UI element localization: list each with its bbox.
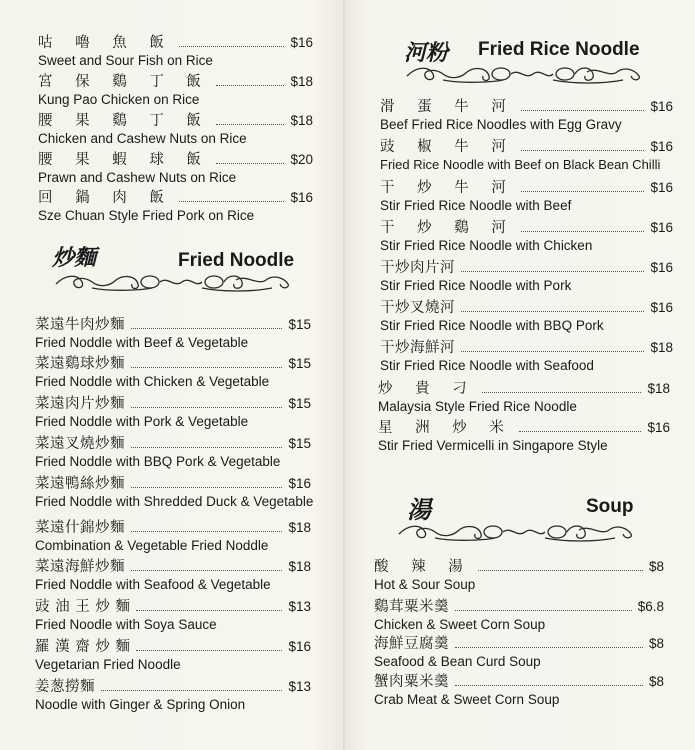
item-en: Fried Noodle with Soya Sauce xyxy=(35,617,217,632)
item-price: $8 xyxy=(648,559,664,574)
item-price: $16 xyxy=(650,139,673,154)
item-cn: 炒 貴 刁 xyxy=(378,381,476,397)
leader-dots xyxy=(482,392,642,393)
item-cn: 鷄茸粟米羹 xyxy=(374,599,449,615)
menu-item xyxy=(374,555,664,592)
item-cn: 菜遠鷄球炒麵 xyxy=(35,356,125,372)
item-cn: 蟹肉粟米羹 xyxy=(374,674,449,690)
leader-dots xyxy=(131,407,282,408)
item-price: $16 xyxy=(650,99,673,114)
menu-item xyxy=(380,336,673,373)
item-en: Vegetarian Fried Noodle xyxy=(35,657,181,672)
menu-item xyxy=(374,632,664,669)
menu-item xyxy=(380,95,673,132)
page-fold xyxy=(343,0,347,750)
leader-dots xyxy=(131,531,282,532)
item-price: $15 xyxy=(288,396,311,411)
item-en: Malaysia Style Fried Rice Noodle xyxy=(378,399,577,414)
item-cn: 咕 嚕 魚 飯 xyxy=(38,35,173,51)
menu-item xyxy=(380,216,673,253)
item-en: Fried Noddle with BBQ Pork & Vegetable xyxy=(35,454,281,469)
leader-dots xyxy=(521,231,645,232)
menu-item xyxy=(38,70,313,107)
menu-item xyxy=(35,675,311,712)
item-price: $18 xyxy=(288,520,311,535)
item-cn: 海鮮豆腐羹 xyxy=(374,636,449,652)
item-price: $18 xyxy=(288,559,311,574)
leader-dots xyxy=(131,487,282,488)
item-cn: 滑 蛋 牛 河 xyxy=(380,99,515,115)
leader-dots xyxy=(521,191,645,192)
leader-dots xyxy=(216,85,285,86)
leader-dots xyxy=(131,447,282,448)
item-price: $15 xyxy=(288,317,311,332)
item-en: Hot & Sour Soup xyxy=(374,577,476,592)
flourish-ornament xyxy=(395,520,643,544)
menu-item xyxy=(35,516,311,553)
flourish-ornament xyxy=(52,270,300,294)
item-cn: 菜遠叉燒炒麵 xyxy=(35,436,125,452)
item-cn: 干炒肉片河 xyxy=(380,260,455,276)
leader-dots xyxy=(216,163,285,164)
soup-title-cn: 湯 xyxy=(407,495,431,524)
item-en: Stir Fried Rice Noodle with Pork xyxy=(380,278,572,293)
item-en: Fried Rice Noodle with Beef on Black Bean Chilli xyxy=(380,157,661,172)
leader-dots xyxy=(216,124,285,125)
menu-item xyxy=(38,148,313,185)
item-en: Combination & Vegetable Fried Noddle xyxy=(35,538,269,553)
item-price: $16 xyxy=(288,639,311,654)
item-cn: 干 炒 牛 河 xyxy=(380,180,515,196)
leader-dots xyxy=(455,647,643,648)
item-price: $16 xyxy=(650,300,673,315)
item-price: $16 xyxy=(650,180,673,195)
item-en: Stir Fried Rice Noodle with Seafood xyxy=(380,358,594,373)
menu-item xyxy=(35,555,311,592)
item-cn: 腰 果 蝦 球 飯 xyxy=(38,152,210,168)
leader-dots xyxy=(519,431,642,432)
item-cn: 宮 保 鷄 丁 飯 xyxy=(38,74,210,90)
fried-noodle-title-en: Fried Noodle xyxy=(178,250,295,271)
item-cn: 酸 辣 湯 xyxy=(374,559,472,575)
item-en: Fried Noddle with Beef & Vegetable xyxy=(35,335,249,350)
item-price: $18 xyxy=(290,74,313,89)
menu-item xyxy=(38,186,313,223)
item-cn: 菜遠鴨絲炒麵 xyxy=(35,476,125,492)
item-en: Stir Fried Rice Noodle with Chicken xyxy=(380,238,593,253)
item-price: $13 xyxy=(288,679,311,694)
item-price: $15 xyxy=(288,356,311,371)
item-cn: 羅 漢 齋 炒 麵 xyxy=(35,639,131,655)
item-cn: 菜遠肉片炒麵 xyxy=(35,396,125,412)
menu-item xyxy=(35,635,311,672)
leader-dots xyxy=(131,570,282,571)
item-en: Fried Noddle with Pork & Vegetable xyxy=(35,414,249,429)
item-price: $16 xyxy=(290,190,313,205)
item-price: $16 xyxy=(290,35,313,50)
menu-item xyxy=(35,595,311,632)
menu-item xyxy=(35,472,314,509)
item-cn: 菜遠海鮮炒麵 xyxy=(35,559,125,575)
item-price: $18 xyxy=(290,113,313,128)
item-price: $18 xyxy=(650,340,673,355)
item-cn: 星 洲 炒 米 xyxy=(378,420,513,436)
leader-dots xyxy=(101,690,282,691)
item-cn: 豉 椒 牛 河 xyxy=(380,139,515,155)
item-en: Stir Fried Rice Noodle with Beef xyxy=(380,198,572,213)
item-en: Noodle with Ginger & Spring Onion xyxy=(35,697,246,712)
fried-rice-noodle-title-en: Fried Rice Noodle xyxy=(478,39,640,60)
leader-dots xyxy=(131,328,282,329)
item-en: Seafood & Bean Curd Soup xyxy=(374,654,541,669)
item-en: Stir Fried Vermicelli in Singapore Style xyxy=(378,438,608,453)
leader-dots xyxy=(521,150,645,151)
item-cn: 菜遠什錦炒麵 xyxy=(35,520,125,536)
flourish-ornament xyxy=(403,62,651,86)
item-en: Beef Fried Rice Noodles with Egg Gravy xyxy=(380,117,622,132)
item-price: $13 xyxy=(288,599,311,614)
soup-title-en: Soup xyxy=(586,496,634,517)
item-en: Chicken & Sweet Corn Soup xyxy=(374,617,546,632)
item-cn: 豉 油 王 炒 麵 xyxy=(35,599,131,615)
leader-dots xyxy=(179,46,285,47)
item-cn: 姜葱撈麵 xyxy=(35,679,95,695)
leader-dots xyxy=(521,110,645,111)
item-price: $20 xyxy=(290,152,313,167)
item-en: Fried Noddle with Shredded Duck & Vegetable xyxy=(35,494,314,509)
menu-item xyxy=(38,109,313,146)
menu-item xyxy=(374,595,664,632)
leader-dots xyxy=(455,610,632,611)
item-price: $16 xyxy=(650,220,673,235)
leader-dots xyxy=(478,570,643,571)
item-price: $16 xyxy=(647,420,670,435)
item-en: Sweet and Sour Fish on Rice xyxy=(38,53,213,68)
item-en: Kung Pao Chicken on Rice xyxy=(38,92,200,107)
fried-noodle-title-cn: 炒麵 xyxy=(52,245,97,271)
item-en: Chicken and Cashew Nuts on Rice xyxy=(38,131,247,146)
leader-dots xyxy=(131,367,282,368)
menu-item xyxy=(380,135,673,172)
menu-item xyxy=(35,352,311,389)
fried-rice-noodle-title-cn: 河粉 xyxy=(404,40,449,66)
item-en: Stir Fried Rice Noodle with BBQ Pork xyxy=(380,318,604,333)
item-en: Fried Noddle with Chicken & Vegetable xyxy=(35,374,270,389)
item-price: $6.8 xyxy=(637,599,664,614)
item-en: Sze Chuan Style Fried Pork on Rice xyxy=(38,208,255,223)
item-cn: 干炒叉燒河 xyxy=(380,300,455,316)
item-cn: 腰 果 鷄 丁 飯 xyxy=(38,113,210,129)
leader-dots xyxy=(455,685,643,686)
leader-dots xyxy=(461,271,644,272)
menu-item xyxy=(378,377,670,414)
item-cn: 回 鍋 肉 飯 xyxy=(38,190,173,206)
menu-item xyxy=(380,296,673,333)
menu-item xyxy=(35,392,311,429)
menu-item xyxy=(35,432,311,469)
item-price: $8 xyxy=(648,674,664,689)
leader-dots xyxy=(179,201,285,202)
leader-dots xyxy=(461,351,644,352)
item-en: Crab Meat & Sweet Corn Soup xyxy=(374,692,560,707)
menu-item xyxy=(378,416,670,453)
item-cn: 干炒海鮮河 xyxy=(380,340,455,356)
menu-item xyxy=(374,670,664,707)
item-cn: 干 炒 鷄 河 xyxy=(380,220,515,236)
menu-item xyxy=(35,313,311,350)
menu-item xyxy=(380,176,673,213)
leader-dots xyxy=(461,311,644,312)
item-price: $8 xyxy=(648,636,664,651)
leader-dots xyxy=(136,610,282,611)
item-en: Prawn and Cashew Nuts on Rice xyxy=(38,170,237,185)
item-price: $16 xyxy=(650,260,673,275)
leader-dots xyxy=(136,650,282,651)
item-price: $18 xyxy=(647,381,670,396)
item-en: Fried Noddle with Seafood & Vegetable xyxy=(35,577,271,592)
item-price: $15 xyxy=(288,436,311,451)
menu-item xyxy=(380,256,673,293)
item-price: $16 xyxy=(288,476,311,491)
item-cn: 菜遠牛肉炒麵 xyxy=(35,317,125,333)
menu-item xyxy=(38,31,313,68)
